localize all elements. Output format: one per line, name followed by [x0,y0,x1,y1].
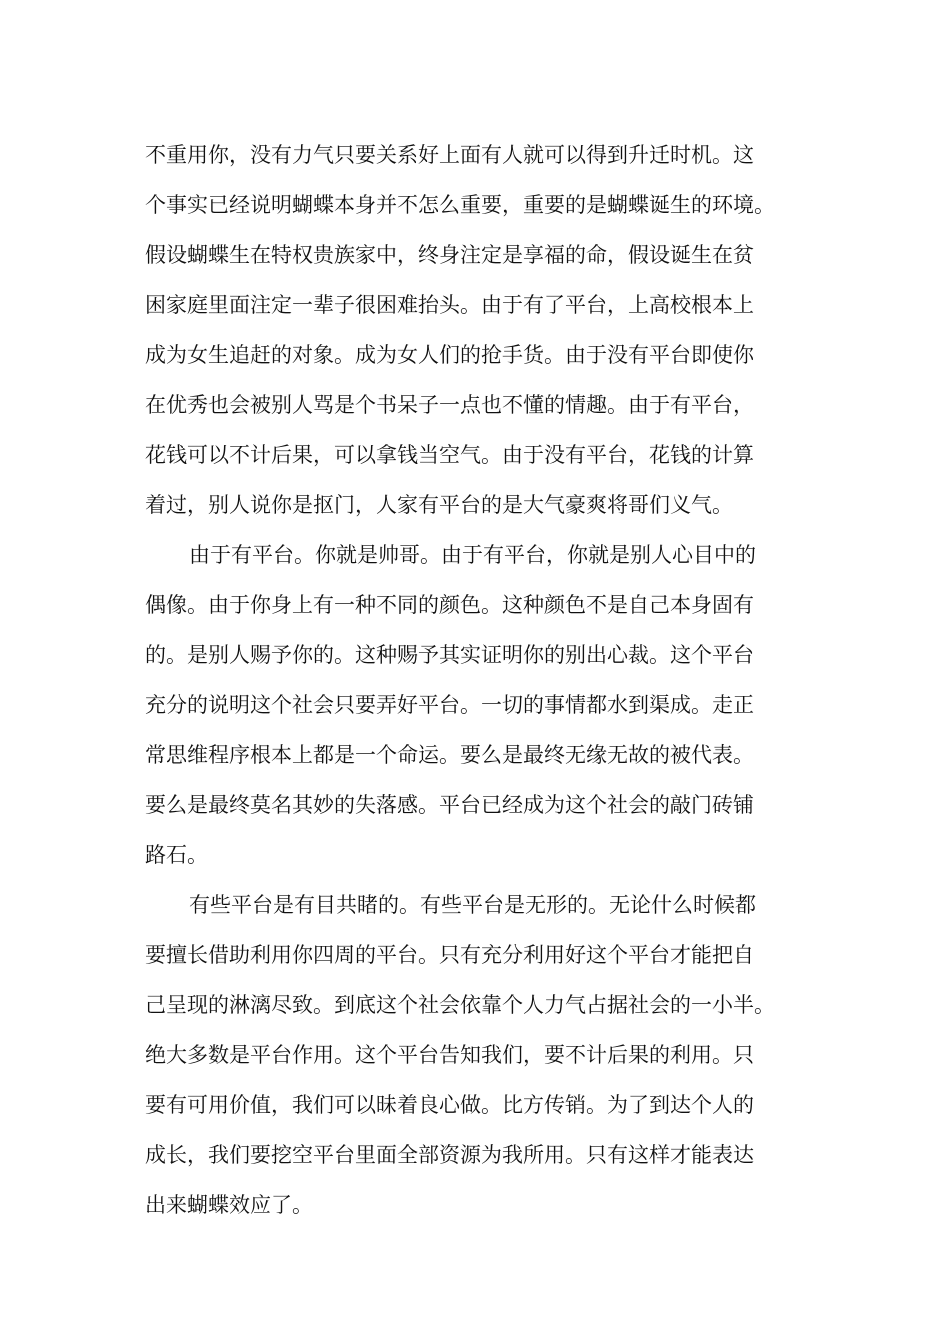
text-line: 常思维程序根本上都是一个命运。要么是最终无缘无故的被代表。 [145,743,754,767]
text-line: 己呈现的淋漓尽致。到底这个社会依靠个人力气占据社会的一小半。 [145,993,775,1017]
text-line: 要有可用价值，我们可以昧着良心做。比方传销。为了到达个人的 [145,1093,754,1117]
text-line: 要擅长借助利用你四周的平台。只有充分利用好这个平台才能把自 [145,943,754,967]
text-line: 绝大多数是平台作用。这个平台告知我们，要不计后果的利用。只 [145,1043,754,1067]
text-line: 的。是别人赐予你的。这种赐予其实证明你的别出心裁。这个平台 [145,643,754,667]
paragraph-1 [145,130,815,530]
text-line: 由于有平台。你就是帅哥。由于有平台，你就是别人心目中的 [189,543,756,567]
text-line: 有些平台是有目共睹的。有些平台是无形的。无论什么时候都 [189,893,756,917]
body-text [145,130,815,1230]
text-line: 偶像。由于你身上有一种不同的颜色。这种颜色不是自己本身固有 [145,593,754,617]
text-line: 着过，别人说你是抠门，人家有平台的是大气豪爽将哥们义气。 [145,493,733,517]
text-line: 在优秀也会被别人骂是个书呆子一点也不懂的情趣。由于有平台， [145,393,754,417]
text-line: 出来蝴蝶效应了。 [145,1193,313,1217]
text-line: 成为女生追赶的对象。成为女人们的抢手货。由于没有平台即使你 [145,343,754,367]
paragraph-3 [145,880,815,1230]
text-line: 成长，我们要挖空平台里面全部资源为我所用。只有这样才能表达 [145,1143,754,1167]
text-line: 路石。 [145,843,208,867]
text-line: 个事实已经说明蝴蝶本身并不怎么重要，重要的是蝴蝶诞生的环境。 [145,193,775,217]
text-line: 花钱可以不计后果，可以拿钱当空气。由于没有平台，花钱的计算 [145,443,754,467]
text-line: 困家庭里面注定一辈子很困难抬头。由于有了平台，上高校根本上 [145,293,754,317]
text-line: 假设蝴蝶生在特权贵族家中，终身注定是享福的命，假设诞生在贫 [145,243,754,267]
text-line: 充分的说明这个社会只要弄好平台。一切的事情都水到渠成。走正 [145,693,754,717]
text-line: 要么是最终莫名其妙的失落感。平台已经成为这个社会的敲门砖铺 [145,793,754,817]
text-line: 不重用你，没有力气只要关系好上面有人就可以得到升迁时机。这 [145,143,754,167]
paragraph-2 [145,530,815,880]
